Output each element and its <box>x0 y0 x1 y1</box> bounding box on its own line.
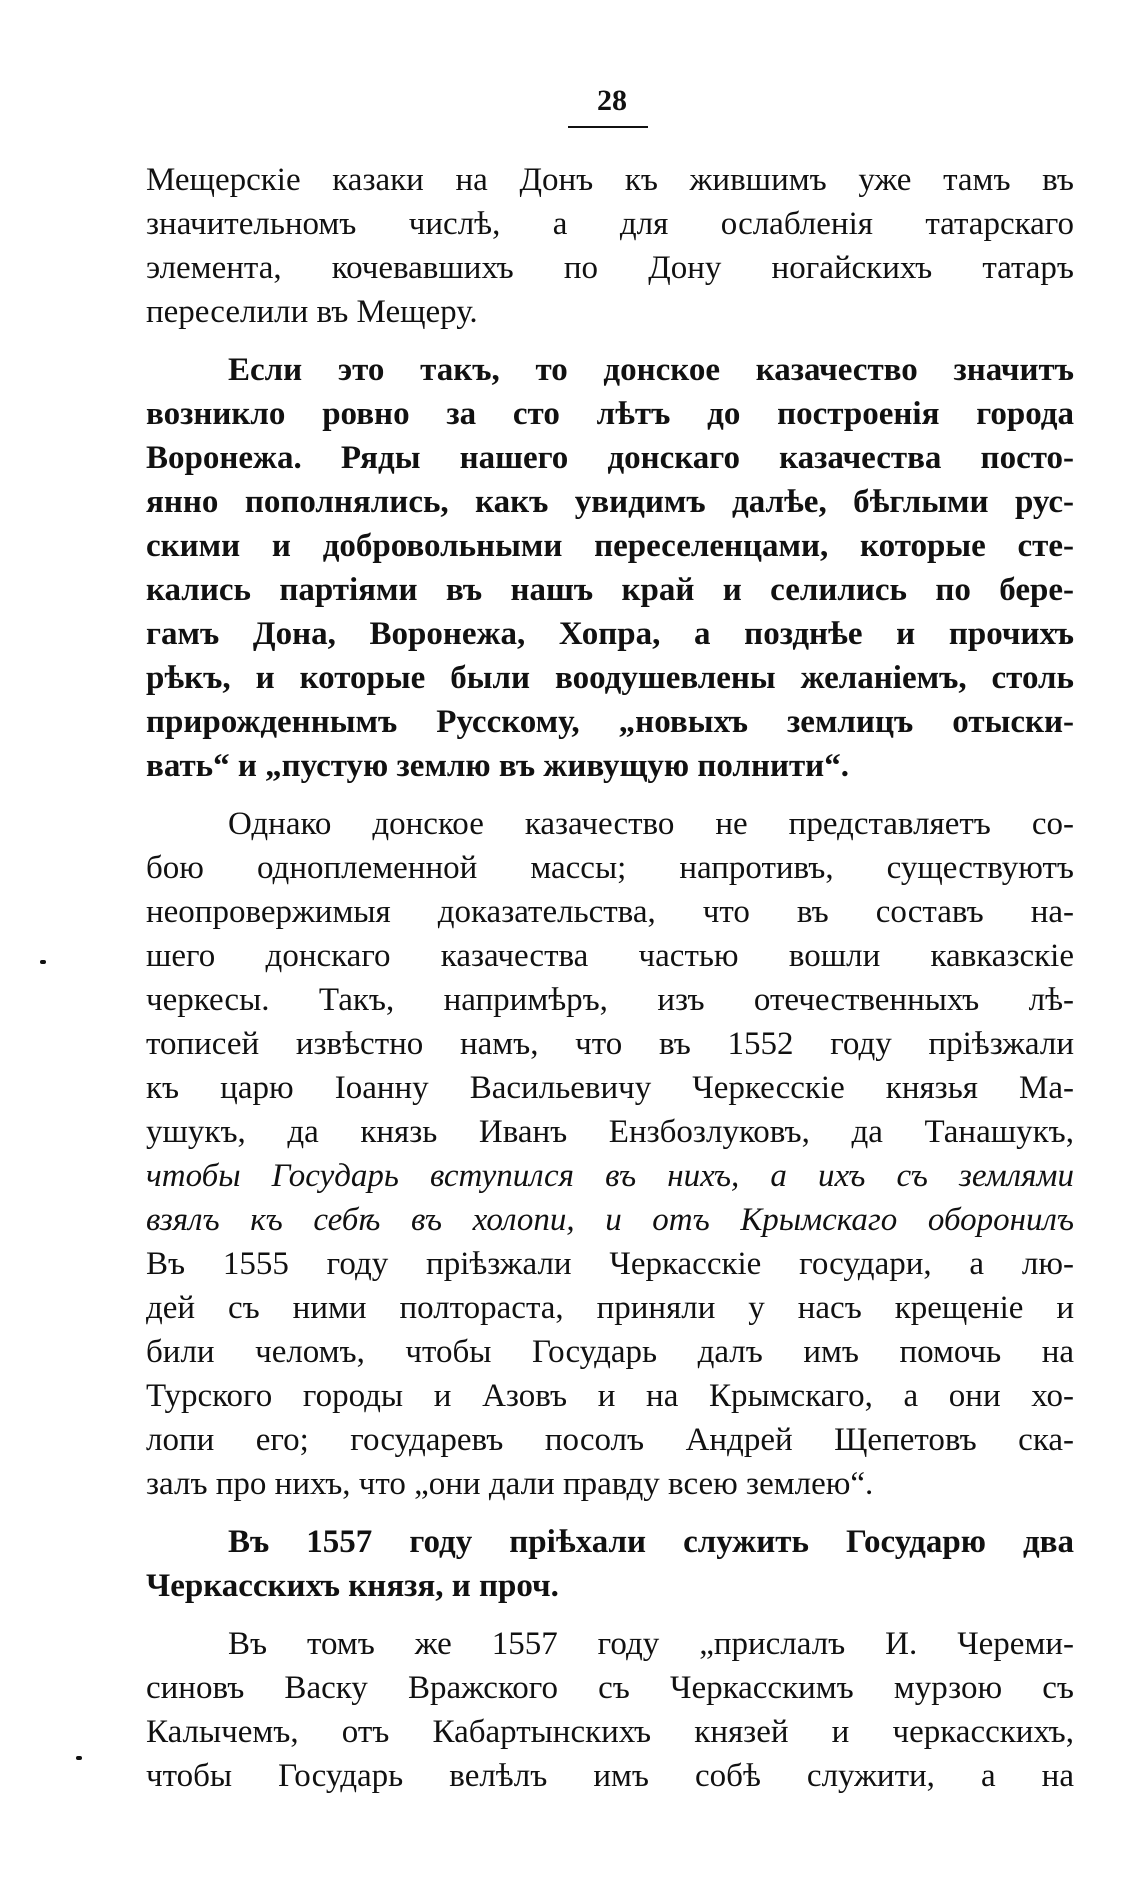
text-line: Въ 1555 году пріѣзжали Черкасскіе государи, а лю- <box>146 1246 1074 1282</box>
text-line: Въ томъ же 1557 году „прислалъ И. Череми- <box>228 1626 1074 1662</box>
paragraph <box>146 348 1074 788</box>
text-line: чтобы Государь вступился въ нихъ, а ихъ съ землями <box>146 1158 1074 1194</box>
text-line: неопровержимыя доказательства, что въ составъ на- <box>146 894 1074 930</box>
text-line: синовъ Васку Вражского съ Черкасскимъ мурзою съ <box>146 1670 1074 1706</box>
paragraph <box>146 158 1074 334</box>
text-line: чтобы Государь велѣлъ имъ собѣ служити, а на <box>146 1758 1074 1794</box>
page-number: 28 <box>597 84 627 117</box>
text-line: дей съ ними полтораста, приняли у насъ крещеніе и <box>146 1290 1074 1326</box>
text-line: взялъ къ себѣ въ холопи, и отъ Крымскаго оборонилъ <box>146 1202 1074 1238</box>
text-line: Воронежа. Ряды нашего донскаго казачества посто- <box>146 440 1074 476</box>
paragraph <box>146 802 1074 1506</box>
margin-mark <box>40 960 46 964</box>
text-line: били челомъ, чтобы Государь далъ имъ помочь на <box>146 1334 1074 1370</box>
text-line: прирожденнымъ Русскому, „новыхъ землицъ отыски- <box>146 704 1074 740</box>
text-line: гамъ Дона, Воронежа, Хопра, а позднѣе и прочихъ <box>146 616 1074 652</box>
body-text <box>146 158 1074 1798</box>
text-line: Калычемъ, отъ Кабартынскихъ князей и черкасскихъ, <box>146 1714 1074 1750</box>
text-line: возникло ровно за сто лѣтъ до построенія города <box>146 396 1074 432</box>
page-number-rule <box>568 126 648 128</box>
text-line: Если это такъ, то донское казачество значитъ <box>228 352 1074 388</box>
text-line: бою одноплеменной массы; напротивъ, существуютъ <box>146 850 1074 886</box>
text-line: переселили въ Мещеру. <box>146 294 478 330</box>
text-line: Черкасскихъ князя, и проч. <box>146 1568 559 1604</box>
text-line: шего донскаго казачества частью вошли кавказскіе <box>146 938 1074 974</box>
text-line: залъ про нихъ, что „они дали правду всею землею“. <box>146 1466 874 1502</box>
text-line: Однако донское казачество не представляетъ со- <box>228 806 1074 842</box>
text-line: янно пополнялись, какъ увидимъ далѣе, бѣглыми рус- <box>146 484 1074 520</box>
paragraph <box>146 1622 1074 1798</box>
text-line: элемента, кочевавшихъ по Дону ногайскихъ татаръ <box>146 250 1074 286</box>
text-line: Въ 1557 году пріѣхали служить Государю два <box>228 1524 1074 1560</box>
text-line: ушукъ, да князь Иванъ Ензбозлуковъ, да Танашукъ, <box>146 1114 1074 1150</box>
text-line: черкесы. Такъ, напримѣръ, изъ отечественныхъ лѣ- <box>146 982 1074 1018</box>
margin-mark <box>76 1756 82 1760</box>
text-line: Турского городы и Азовъ и на Крымскаго, а они хо- <box>146 1378 1074 1414</box>
text-line: кались партіями въ нашъ край и селились по бере- <box>146 572 1074 608</box>
paragraph <box>146 1520 1074 1608</box>
text-line: рѣкъ, и которые были воодушевлены желаніемъ, столь <box>146 660 1074 696</box>
text-line: лопи его; государевъ посолъ Андрей Щепетовъ ска- <box>146 1422 1074 1458</box>
text-line: къ царю Іоанну Васильевичу Черкесскіе князья Ма- <box>146 1070 1074 1106</box>
text-line: скими и добровольными переселенцами, которые сте- <box>146 528 1074 564</box>
text-line: вать“ и „пустую землю въ живущую полнити“. <box>146 748 849 784</box>
text-line: тописей извѣстно намъ, что въ 1552 году пріѣзжали <box>146 1026 1074 1062</box>
text-line: значительномъ числѣ, а для ослабленія татарскаго <box>146 206 1074 242</box>
text-line: Мещерскіе казаки на Донъ къ жившимъ уже тамъ въ <box>146 162 1074 198</box>
